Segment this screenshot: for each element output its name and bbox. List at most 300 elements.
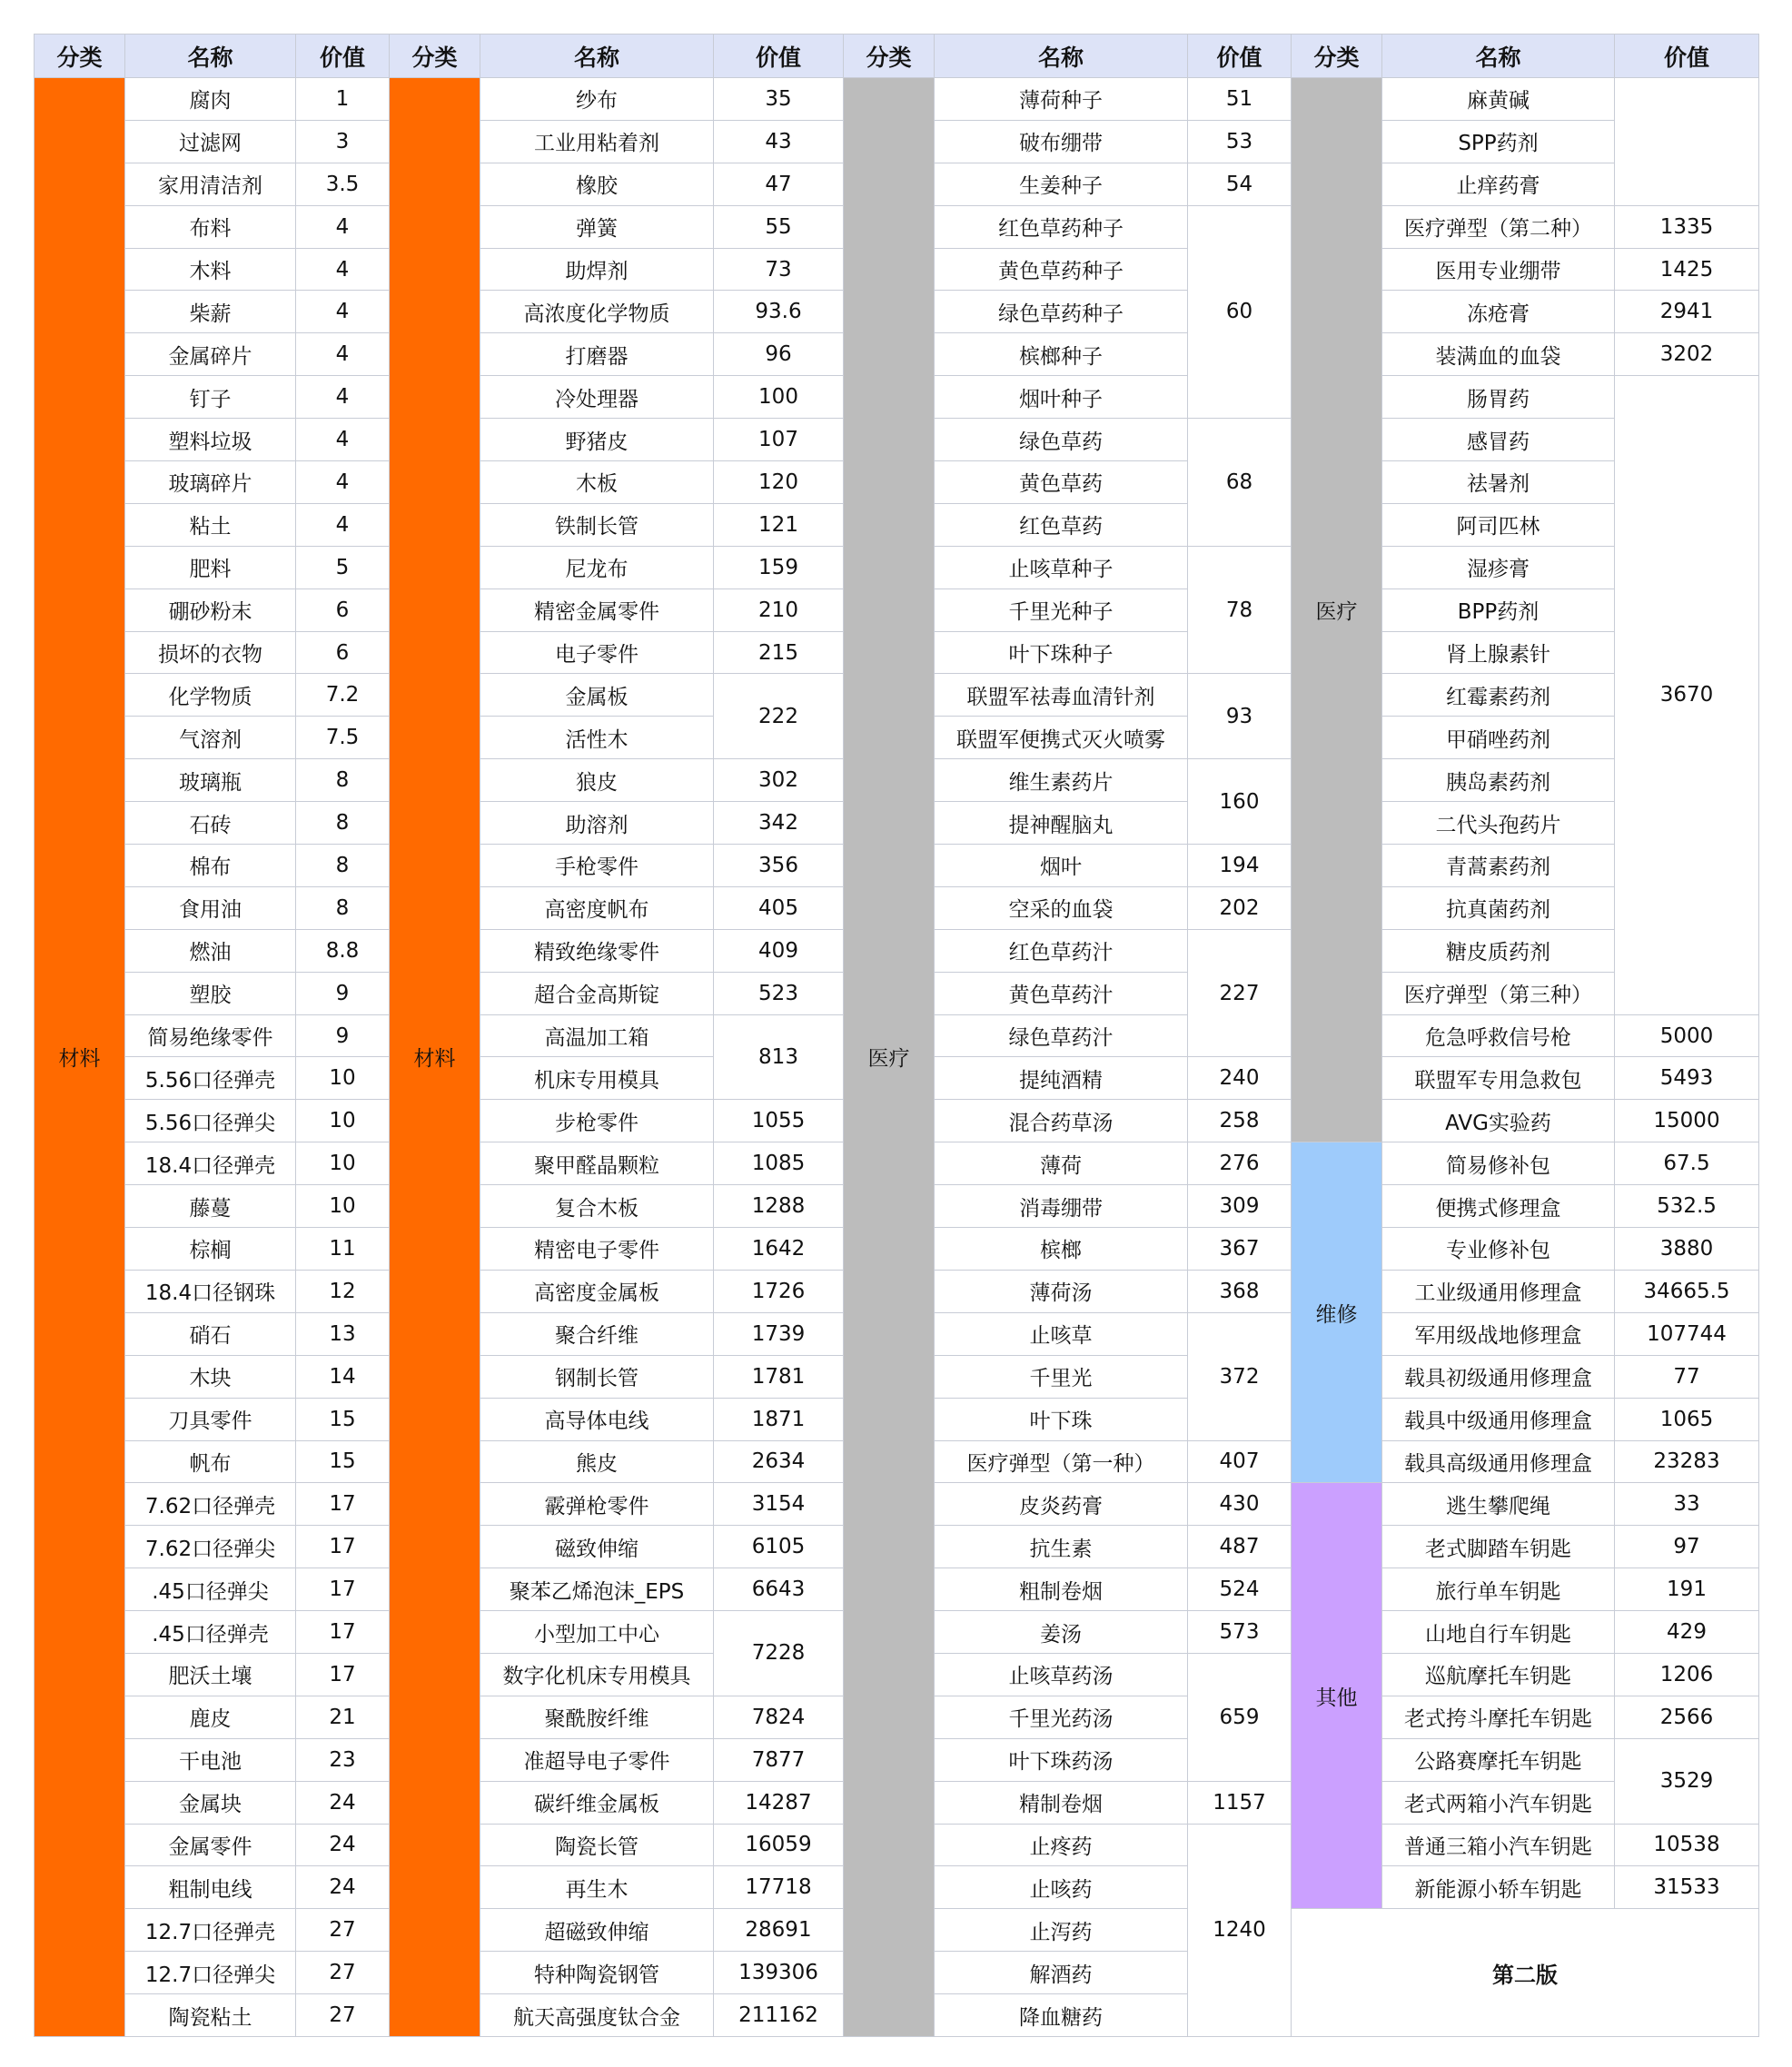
item-value: 1055 bbox=[714, 1100, 844, 1142]
item-name: 聚合纤维 bbox=[480, 1312, 714, 1355]
item-value: 43 bbox=[714, 120, 844, 163]
item-name: 再生木 bbox=[480, 1866, 714, 1909]
item-name: 复合木板 bbox=[480, 1185, 714, 1228]
item-value: 96 bbox=[714, 333, 844, 376]
item-name: 二代头孢药片 bbox=[1382, 802, 1615, 845]
item-value: 1425 bbox=[1615, 248, 1759, 291]
item-value: 2634 bbox=[714, 1440, 844, 1483]
item-value: 9 bbox=[296, 1014, 390, 1057]
item-name: 千里光 bbox=[935, 1355, 1188, 1398]
item-name: 手枪零件 bbox=[480, 845, 714, 887]
item-name: 气溶剂 bbox=[125, 717, 296, 759]
item-name: 甲硝唑药剂 bbox=[1382, 717, 1615, 759]
item-value: 309 bbox=[1188, 1185, 1292, 1228]
header-category: 分类 bbox=[844, 35, 935, 78]
item-name: 提神醒脑丸 bbox=[935, 802, 1188, 845]
category-cell: 其他 bbox=[1292, 1483, 1382, 1909]
item-name: 木料 bbox=[125, 248, 296, 291]
item-name: 熊皮 bbox=[480, 1440, 714, 1483]
item-value: 1240 bbox=[1188, 1824, 1292, 2036]
item-name: 止咳草药汤 bbox=[935, 1653, 1188, 1696]
item-name: 烟叶种子 bbox=[935, 376, 1188, 419]
item-name: 烟叶 bbox=[935, 845, 1188, 887]
item-value: 10 bbox=[296, 1142, 390, 1185]
item-value: 54 bbox=[1188, 163, 1292, 205]
item-name: 专业修补包 bbox=[1382, 1228, 1615, 1271]
item-value: 342 bbox=[714, 802, 844, 845]
item-value: 7228 bbox=[714, 1611, 844, 1696]
item-name: 木块 bbox=[125, 1355, 296, 1398]
item-name: 湿疹膏 bbox=[1382, 546, 1615, 588]
item-name: 损坏的衣物 bbox=[125, 631, 296, 674]
item-value: 368 bbox=[1188, 1270, 1292, 1312]
item-value: 27 bbox=[296, 1952, 390, 1994]
item-name: 干电池 bbox=[125, 1738, 296, 1781]
item-name: 硝石 bbox=[125, 1312, 296, 1355]
item-value: 409 bbox=[714, 929, 844, 972]
item-value: 34665.5 bbox=[1615, 1270, 1759, 1312]
item-name: 胰岛素药剂 bbox=[1382, 759, 1615, 802]
item-name: 18.4口径钢珠 bbox=[125, 1270, 296, 1312]
item-name: 肥料 bbox=[125, 546, 296, 588]
item-name: AVG实验药 bbox=[1382, 1100, 1615, 1142]
item-value: 13 bbox=[296, 1312, 390, 1355]
item-name: 肥沃土壤 bbox=[125, 1653, 296, 1696]
item-value: 4 bbox=[296, 291, 390, 333]
header-name: 名称 bbox=[480, 35, 714, 78]
item-name: 联盟军祛毒血清针剂 bbox=[935, 674, 1188, 717]
item-value: 429 bbox=[1615, 1611, 1759, 1654]
item-value: 3880 bbox=[1615, 1228, 1759, 1271]
item-name: 柴薪 bbox=[125, 291, 296, 333]
item-name: 金属零件 bbox=[125, 1824, 296, 1866]
item-name: 青蒿素药剂 bbox=[1382, 845, 1615, 887]
item-name: 肠胃药 bbox=[1382, 376, 1615, 419]
item-value: 15000 bbox=[1615, 1100, 1759, 1142]
item-name: BPP药剂 bbox=[1382, 588, 1615, 631]
item-name: 止泻药 bbox=[935, 1909, 1188, 1952]
header-name: 名称 bbox=[935, 35, 1188, 78]
item-value-table bbox=[34, 34, 1759, 2037]
item-value: 5 bbox=[296, 546, 390, 588]
item-value: 3670 bbox=[1615, 376, 1759, 1014]
item-name: 感冒药 bbox=[1382, 419, 1615, 461]
item-name: 肾上腺素针 bbox=[1382, 631, 1615, 674]
item-value: 93.6 bbox=[714, 291, 844, 333]
item-value: 405 bbox=[714, 886, 844, 929]
item-value: 17 bbox=[296, 1568, 390, 1611]
item-value: 23 bbox=[296, 1738, 390, 1781]
item-value: 160 bbox=[1188, 759, 1292, 845]
item-value: 240 bbox=[1188, 1057, 1292, 1100]
item-value: 24 bbox=[296, 1781, 390, 1824]
item-value: 16059 bbox=[714, 1824, 844, 1866]
item-name: 巡航摩托车钥匙 bbox=[1382, 1653, 1615, 1696]
item-value: 7.2 bbox=[296, 674, 390, 717]
item-value: 107 bbox=[714, 419, 844, 461]
item-name: 聚苯乙烯泡沫_EPS bbox=[480, 1568, 714, 1611]
item-value: 14287 bbox=[714, 1781, 844, 1824]
table-row bbox=[35, 78, 1759, 121]
item-name: 准超导电子零件 bbox=[480, 1738, 714, 1781]
item-value: 5000 bbox=[1615, 1014, 1759, 1057]
item-value: 6 bbox=[296, 588, 390, 631]
item-name: 槟榔 bbox=[935, 1228, 1188, 1271]
item-name: 皮炎药膏 bbox=[935, 1483, 1188, 1526]
item-value bbox=[1615, 78, 1759, 206]
item-name: 木板 bbox=[480, 461, 714, 504]
item-name: 橡胶 bbox=[480, 163, 714, 205]
item-name: 工业用粘着剂 bbox=[480, 120, 714, 163]
item-value: 107744 bbox=[1615, 1312, 1759, 1355]
item-name: 冻疮膏 bbox=[1382, 291, 1615, 333]
item-value: 60 bbox=[1188, 205, 1292, 418]
item-name: 黄色草药种子 bbox=[935, 248, 1188, 291]
item-name: 小型加工中心 bbox=[480, 1611, 714, 1654]
item-value: 215 bbox=[714, 631, 844, 674]
item-name: 抗真菌药剂 bbox=[1382, 886, 1615, 929]
item-name: 叶下珠种子 bbox=[935, 631, 1188, 674]
item-value: 15 bbox=[296, 1398, 390, 1440]
item-value: 10 bbox=[296, 1057, 390, 1100]
item-value: 93 bbox=[1188, 674, 1292, 759]
item-name: 聚甲醛晶颗粒 bbox=[480, 1142, 714, 1185]
item-name: 逃生攀爬绳 bbox=[1382, 1483, 1615, 1526]
item-name: 布料 bbox=[125, 205, 296, 248]
header-row bbox=[35, 35, 1759, 78]
item-value: 573 bbox=[1188, 1611, 1292, 1654]
item-name: 精密金属零件 bbox=[480, 588, 714, 631]
item-name: 止疼药 bbox=[935, 1824, 1188, 1866]
item-name: 钉子 bbox=[125, 376, 296, 419]
item-value: 14 bbox=[296, 1355, 390, 1398]
item-name: 金属板 bbox=[480, 674, 714, 717]
item-value: 31533 bbox=[1615, 1866, 1759, 1909]
item-value: 8 bbox=[296, 802, 390, 845]
item-name: 消毒绷带 bbox=[935, 1185, 1188, 1228]
item-name: 载具中级通用修理盒 bbox=[1382, 1398, 1615, 1440]
item-value: 77 bbox=[1615, 1355, 1759, 1398]
category-cell: 材料 bbox=[35, 78, 125, 2037]
item-name: 空采的血袋 bbox=[935, 886, 1188, 929]
item-name: 藤蔓 bbox=[125, 1185, 296, 1228]
item-value: 17 bbox=[296, 1483, 390, 1526]
item-name: 聚酰胺纤维 bbox=[480, 1696, 714, 1738]
item-name: 棕榈 bbox=[125, 1228, 296, 1271]
item-value: 1 bbox=[296, 78, 390, 121]
item-name: 红色草药汁 bbox=[935, 929, 1188, 972]
item-value: 1871 bbox=[714, 1398, 844, 1440]
item-name: 鹿皮 bbox=[125, 1696, 296, 1738]
item-value: 73 bbox=[714, 248, 844, 291]
item-value: 3 bbox=[296, 120, 390, 163]
item-name: 石砖 bbox=[125, 802, 296, 845]
header-name: 名称 bbox=[1382, 35, 1615, 78]
item-name: 粗制卷烟 bbox=[935, 1568, 1188, 1611]
item-name: 便携式修理盒 bbox=[1382, 1185, 1615, 1228]
item-name: 粘土 bbox=[125, 503, 296, 546]
item-name: 联盟军专用急救包 bbox=[1382, 1057, 1615, 1100]
item-value: 4 bbox=[296, 205, 390, 248]
item-value: 53 bbox=[1188, 120, 1292, 163]
item-value: 4 bbox=[296, 248, 390, 291]
item-value: 3202 bbox=[1615, 333, 1759, 376]
item-value: 15 bbox=[296, 1440, 390, 1483]
item-value: 8 bbox=[296, 845, 390, 887]
item-name: .45口径弹壳 bbox=[125, 1611, 296, 1654]
item-name: 阿司匹林 bbox=[1382, 503, 1615, 546]
item-value: 78 bbox=[1188, 546, 1292, 674]
item-value: 6643 bbox=[714, 1568, 844, 1611]
item-name: 5.56口径弹尖 bbox=[125, 1100, 296, 1142]
item-name: 叶下珠 bbox=[935, 1398, 1188, 1440]
item-name: 12.7口径弹尖 bbox=[125, 1952, 296, 1994]
item-value: 4 bbox=[296, 503, 390, 546]
item-value: 523 bbox=[714, 972, 844, 1014]
item-name: 红霉素药剂 bbox=[1382, 674, 1615, 717]
item-name: 黄色草药汁 bbox=[935, 972, 1188, 1014]
item-name: 千里光药汤 bbox=[935, 1696, 1188, 1738]
item-value: 17 bbox=[296, 1526, 390, 1568]
item-name: 载具高级通用修理盒 bbox=[1382, 1440, 1615, 1483]
item-value: 813 bbox=[714, 1014, 844, 1100]
header-value: 价值 bbox=[1615, 35, 1759, 78]
item-name: 提纯酒精 bbox=[935, 1057, 1188, 1100]
item-name: 老式挎斗摩托车钥匙 bbox=[1382, 1696, 1615, 1738]
item-name: 助焊剂 bbox=[480, 248, 714, 291]
item-value: 276 bbox=[1188, 1142, 1292, 1185]
item-value: 17 bbox=[296, 1653, 390, 1696]
item-value: 24 bbox=[296, 1824, 390, 1866]
item-value: 6 bbox=[296, 631, 390, 674]
item-name: 载具初级通用修理盒 bbox=[1382, 1355, 1615, 1398]
item-name: 帆布 bbox=[125, 1440, 296, 1483]
item-value: 202 bbox=[1188, 886, 1292, 929]
item-value: 302 bbox=[714, 759, 844, 802]
item-value: 67.5 bbox=[1615, 1142, 1759, 1185]
item-name: 新能源小轿车钥匙 bbox=[1382, 1866, 1615, 1909]
item-value: 3.5 bbox=[296, 163, 390, 205]
header-category: 分类 bbox=[35, 35, 125, 78]
item-name: 18.4口径弹壳 bbox=[125, 1142, 296, 1185]
item-name: 航天高强度钛合金 bbox=[480, 1994, 714, 2037]
item-name: 千里光种子 bbox=[935, 588, 1188, 631]
item-value: 21 bbox=[296, 1696, 390, 1738]
item-value: 367 bbox=[1188, 1228, 1292, 1271]
item-name: 陶瓷粘土 bbox=[125, 1994, 296, 2037]
item-name: 高温加工箱 bbox=[480, 1014, 714, 1057]
item-name: 霰弹枪零件 bbox=[480, 1483, 714, 1526]
item-value: 23283 bbox=[1615, 1440, 1759, 1483]
item-name: 纱布 bbox=[480, 78, 714, 121]
item-name: 家用清洁剂 bbox=[125, 163, 296, 205]
item-name: 步枪零件 bbox=[480, 1100, 714, 1142]
item-name: 红色草药 bbox=[935, 503, 1188, 546]
item-name: 止咳草种子 bbox=[935, 546, 1188, 588]
item-value: 51 bbox=[1188, 78, 1292, 121]
item-value: 100 bbox=[714, 376, 844, 419]
item-value: 12 bbox=[296, 1270, 390, 1312]
item-name: 维生素药片 bbox=[935, 759, 1188, 802]
item-name: 绿色草药种子 bbox=[935, 291, 1188, 333]
item-name: 磁致伸缩 bbox=[480, 1526, 714, 1568]
item-name: 食用油 bbox=[125, 886, 296, 929]
item-value: 17 bbox=[296, 1611, 390, 1654]
item-value: 97 bbox=[1615, 1526, 1759, 1568]
item-name: 公路赛摩托车钥匙 bbox=[1382, 1738, 1615, 1781]
item-name: 12.7口径弹壳 bbox=[125, 1909, 296, 1952]
item-name: 塑胶 bbox=[125, 972, 296, 1014]
item-name: 解酒药 bbox=[935, 1952, 1188, 1994]
item-name: 抗生素 bbox=[935, 1526, 1188, 1568]
item-name: 高浓度化学物质 bbox=[480, 291, 714, 333]
item-name: 普通三箱小汽车钥匙 bbox=[1382, 1824, 1615, 1866]
item-name: 弹簧 bbox=[480, 205, 714, 248]
item-name: 破布绷带 bbox=[935, 120, 1188, 163]
item-name: 野猪皮 bbox=[480, 419, 714, 461]
header-name: 名称 bbox=[125, 35, 296, 78]
item-name: 医疗弹型（第一种） bbox=[935, 1440, 1188, 1483]
item-name: 钢制长管 bbox=[480, 1355, 714, 1398]
item-name: 数字化机床专用模具 bbox=[480, 1653, 714, 1696]
item-name: 薄荷种子 bbox=[935, 78, 1188, 121]
item-value: 1065 bbox=[1615, 1398, 1759, 1440]
item-value: 1335 bbox=[1615, 205, 1759, 248]
item-name: 止咳药 bbox=[935, 1866, 1188, 1909]
item-name: 绿色草药 bbox=[935, 419, 1188, 461]
item-name: 军用级战地修理盒 bbox=[1382, 1312, 1615, 1355]
item-name: 山地自行车钥匙 bbox=[1382, 1611, 1615, 1654]
item-value: 10 bbox=[296, 1100, 390, 1142]
item-name: 装满血的血袋 bbox=[1382, 333, 1615, 376]
item-value: 659 bbox=[1188, 1653, 1292, 1781]
item-name: 简易绝缘零件 bbox=[125, 1014, 296, 1057]
item-name: 打磨器 bbox=[480, 333, 714, 376]
item-value: 2566 bbox=[1615, 1696, 1759, 1738]
item-name: 狼皮 bbox=[480, 759, 714, 802]
item-value: 210 bbox=[714, 588, 844, 631]
item-name: 降血糖药 bbox=[935, 1994, 1188, 2037]
item-name: 简易修补包 bbox=[1382, 1142, 1615, 1185]
item-name: 绿色草药汁 bbox=[935, 1014, 1188, 1057]
item-value: 1085 bbox=[714, 1142, 844, 1185]
item-value: 120 bbox=[714, 461, 844, 504]
item-name: 铁制长管 bbox=[480, 503, 714, 546]
item-value: 139306 bbox=[714, 1952, 844, 1994]
item-value: 3529 bbox=[1615, 1738, 1759, 1824]
header-value: 价值 bbox=[714, 35, 844, 78]
item-value: 8 bbox=[296, 759, 390, 802]
item-name: 助溶剂 bbox=[480, 802, 714, 845]
item-value: 487 bbox=[1188, 1526, 1292, 1568]
item-value: 35 bbox=[714, 78, 844, 121]
item-name: 粗制电线 bbox=[125, 1866, 296, 1909]
item-name: 姜汤 bbox=[935, 1611, 1188, 1654]
item-name: 混合药草汤 bbox=[935, 1100, 1188, 1142]
item-value: 211162 bbox=[714, 1994, 844, 2037]
item-name: 玻璃瓶 bbox=[125, 759, 296, 802]
item-value: 11 bbox=[296, 1228, 390, 1271]
item-value: 1781 bbox=[714, 1355, 844, 1398]
item-value: 194 bbox=[1188, 845, 1292, 887]
item-name: 联盟军便携式灭火喷雾 bbox=[935, 717, 1188, 759]
item-value: 430 bbox=[1188, 1483, 1292, 1526]
item-name: 超磁致伸缩 bbox=[480, 1909, 714, 1952]
item-name: 化学物质 bbox=[125, 674, 296, 717]
item-name: 棉布 bbox=[125, 845, 296, 887]
item-value: 1642 bbox=[714, 1228, 844, 1271]
item-name: 碳纤维金属板 bbox=[480, 1781, 714, 1824]
item-value: 1288 bbox=[714, 1185, 844, 1228]
item-name: 活性木 bbox=[480, 717, 714, 759]
item-name: 生姜种子 bbox=[935, 163, 1188, 205]
item-value: 10538 bbox=[1615, 1824, 1759, 1866]
category-cell: 医疗 bbox=[1292, 78, 1382, 1142]
item-value: 4 bbox=[296, 333, 390, 376]
item-value: 7.5 bbox=[296, 717, 390, 759]
item-name: 糖皮质药剂 bbox=[1382, 929, 1615, 972]
item-value: 27 bbox=[296, 1994, 390, 2037]
item-name: 陶瓷长管 bbox=[480, 1824, 714, 1866]
item-name: 燃油 bbox=[125, 929, 296, 972]
item-value: 1206 bbox=[1615, 1653, 1759, 1696]
item-name: 冷处理器 bbox=[480, 376, 714, 419]
item-name: 麻黄碱 bbox=[1382, 78, 1615, 121]
item-value: 33 bbox=[1615, 1483, 1759, 1526]
item-name: 硼砂粉末 bbox=[125, 588, 296, 631]
item-value: 532.5 bbox=[1615, 1185, 1759, 1228]
version-label: 第二版 bbox=[1292, 1909, 1759, 2037]
item-name: 高密度帆布 bbox=[480, 886, 714, 929]
item-name: 止咳草 bbox=[935, 1312, 1188, 1355]
item-value: 372 bbox=[1188, 1312, 1292, 1440]
item-value: 121 bbox=[714, 503, 844, 546]
item-name: 尼龙布 bbox=[480, 546, 714, 588]
item-name: SPP药剂 bbox=[1382, 120, 1615, 163]
item-value: 3154 bbox=[714, 1483, 844, 1526]
item-value: 6105 bbox=[714, 1526, 844, 1568]
item-value: 227 bbox=[1188, 929, 1292, 1057]
item-name: 止痒药膏 bbox=[1382, 163, 1615, 205]
item-value: 4 bbox=[296, 376, 390, 419]
item-value: 7824 bbox=[714, 1696, 844, 1738]
item-value: 258 bbox=[1188, 1100, 1292, 1142]
item-value: 68 bbox=[1188, 419, 1292, 547]
item-name: 老式脚踏车钥匙 bbox=[1382, 1526, 1615, 1568]
item-name: 腐肉 bbox=[125, 78, 296, 121]
item-value: 356 bbox=[714, 845, 844, 887]
item-value: 1739 bbox=[714, 1312, 844, 1355]
item-name: 金属块 bbox=[125, 1781, 296, 1824]
item-value: 8 bbox=[296, 886, 390, 929]
item-name: 槟榔种子 bbox=[935, 333, 1188, 376]
item-value: 2941 bbox=[1615, 291, 1759, 333]
item-name: 高导体电线 bbox=[480, 1398, 714, 1440]
item-name: 医用专业绷带 bbox=[1382, 248, 1615, 291]
item-value: 7877 bbox=[714, 1738, 844, 1781]
item-value: 8.8 bbox=[296, 929, 390, 972]
item-value: 5493 bbox=[1615, 1057, 1759, 1100]
header-value: 价值 bbox=[1188, 35, 1292, 78]
item-name: 薄荷 bbox=[935, 1142, 1188, 1185]
item-value: 407 bbox=[1188, 1440, 1292, 1483]
item-value: 1157 bbox=[1188, 1781, 1292, 1824]
item-name: 电子零件 bbox=[480, 631, 714, 674]
item-name: 7.62口径弹尖 bbox=[125, 1526, 296, 1568]
item-name: 过滤网 bbox=[125, 120, 296, 163]
header-category: 分类 bbox=[390, 35, 480, 78]
item-name: 薄荷汤 bbox=[935, 1270, 1188, 1312]
